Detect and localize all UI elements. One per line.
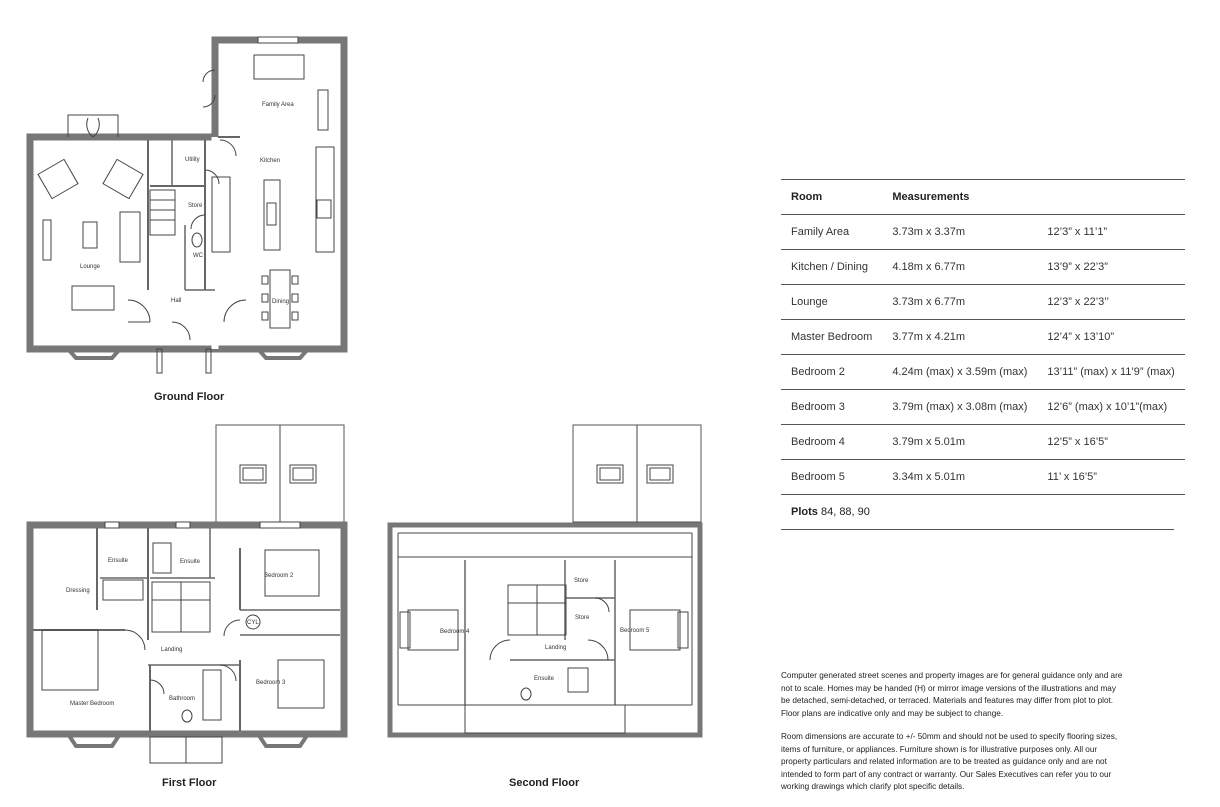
room-cell: Bedroom 4 bbox=[781, 425, 882, 460]
metric-cell: 4.24m (max) x 3.59m (max) bbox=[882, 355, 1037, 390]
label-landing-first: Landing bbox=[161, 647, 183, 653]
room-cell: Bedroom 2 bbox=[781, 355, 882, 390]
table-row bbox=[781, 250, 1185, 285]
room-cell: Kitchen / Dining bbox=[781, 250, 882, 285]
table-row bbox=[781, 390, 1185, 425]
label-cyl: CYL bbox=[247, 620, 259, 626]
label-dressing: Dressing bbox=[66, 588, 90, 594]
label-bedroom-5: Bedroom 5 bbox=[620, 628, 650, 634]
metric-cell: 3.79m x 5.01m bbox=[882, 425, 1037, 460]
label-bathroom: Bathroom bbox=[169, 696, 196, 702]
room-measurements-table bbox=[781, 179, 1174, 530]
metric-cell: 3.73m x 3.37m bbox=[882, 215, 1037, 250]
table-row bbox=[781, 215, 1185, 250]
label-lounge: Lounge bbox=[80, 264, 101, 270]
label-landing-second: Landing bbox=[545, 645, 567, 651]
imperial-cell: 11’ x 16’5” bbox=[1037, 460, 1184, 495]
metric-cell: 3.34m x 5.01m bbox=[882, 460, 1037, 495]
room-cell: Bedroom 5 bbox=[781, 460, 882, 495]
disclaimer-paragraph-1: Computer generated street scenes and property images are for general guidance only and are not to scale. Homes may be handed (H) or mirror image versions of the illustrations and may be detached, semi-detached, or terraced. Materials and features may differ from plot to plot. Floor plans are indicative only and may be subject to change. bbox=[781, 671, 1123, 718]
room-cell: Family Area bbox=[781, 215, 882, 250]
table-row bbox=[781, 460, 1185, 495]
plots-label: Plots bbox=[791, 506, 818, 518]
label-bedroom-2: Bedroom 2 bbox=[264, 573, 294, 579]
label-store-upper: Store bbox=[574, 578, 589, 584]
imperial-cell: 12’4” x 13’10” bbox=[1037, 320, 1184, 355]
header-room: Room bbox=[781, 180, 882, 215]
table-header-row bbox=[781, 180, 1185, 215]
label-ensuite-b: Ensuite bbox=[180, 559, 201, 565]
imperial-cell: 13’11” (max) x 11’9” (max) bbox=[1037, 355, 1184, 390]
label-ensuite-second: Ensuite bbox=[534, 676, 555, 682]
table-row bbox=[781, 425, 1185, 460]
second-floor-plan bbox=[390, 425, 701, 735]
ground-floor-title: Ground Floor bbox=[154, 391, 225, 403]
label-utility: Utility bbox=[185, 157, 200, 163]
first-floor-plan bbox=[30, 425, 344, 763]
metric-cell: 3.77m x 4.21m bbox=[882, 320, 1037, 355]
room-cell: Lounge bbox=[781, 285, 882, 320]
label-bedroom-3: Bedroom 3 bbox=[256, 680, 286, 686]
header-measurements: Measurements bbox=[882, 180, 1184, 215]
table-row bbox=[781, 320, 1185, 355]
second-floor-title: Second Floor bbox=[509, 777, 580, 789]
metric-cell: 3.73m x 6.77m bbox=[882, 285, 1037, 320]
plots-value: 84, 88, 90 bbox=[820, 506, 870, 518]
table-row bbox=[781, 355, 1185, 390]
label-store: Store bbox=[188, 203, 203, 209]
label-bedroom-4: Bedroom 4 bbox=[440, 629, 470, 635]
first-floor-title: First Floor bbox=[162, 777, 217, 789]
label-master-bedroom: Master Bedroom bbox=[70, 701, 115, 707]
ground-floor-plan bbox=[30, 37, 344, 373]
metric-cell: 3.79m (max) x 3.08m (max) bbox=[882, 390, 1037, 425]
disclaimer-paragraph-2: Room dimensions are accurate to +/- 50mm and should not be used to specify flooring sizes, items of furniture, or appliances. Furniture shown is for illustrative purposes only. All our property particulars and related information are to be treated as guidance only and are not intended to form part of any contract or warranty. Our Sales Executives can refer you to our working drawings which clarify plot specific details. bbox=[781, 732, 1118, 791]
label-hall: Hall bbox=[171, 298, 182, 304]
imperial-cell: 13’9” x 22’3” bbox=[1037, 250, 1184, 285]
label-kitchen: Kitchen bbox=[260, 158, 281, 164]
label-store-lower: Store bbox=[575, 615, 590, 621]
imperial-cell: 12’5” x 16’5” bbox=[1037, 425, 1184, 460]
plots-line bbox=[781, 495, 1174, 530]
imperial-cell: 12’3” x 22’3’’ bbox=[1037, 285, 1184, 320]
imperial-cell: 12’3” x 11’1” bbox=[1037, 215, 1184, 250]
label-family-area: Family Area bbox=[262, 102, 294, 108]
room-cell: Master Bedroom bbox=[781, 320, 882, 355]
label-ensuite-a: Ensuite bbox=[108, 558, 129, 564]
label-dining: Dining bbox=[272, 299, 290, 305]
table-row bbox=[781, 285, 1185, 320]
label-wc: WC bbox=[193, 253, 203, 259]
imperial-cell: 12’6” (max) x 10’1”(max) bbox=[1037, 390, 1184, 425]
room-cell: Bedroom 3 bbox=[781, 390, 882, 425]
metric-cell: 4.18m x 6.77m bbox=[882, 250, 1037, 285]
